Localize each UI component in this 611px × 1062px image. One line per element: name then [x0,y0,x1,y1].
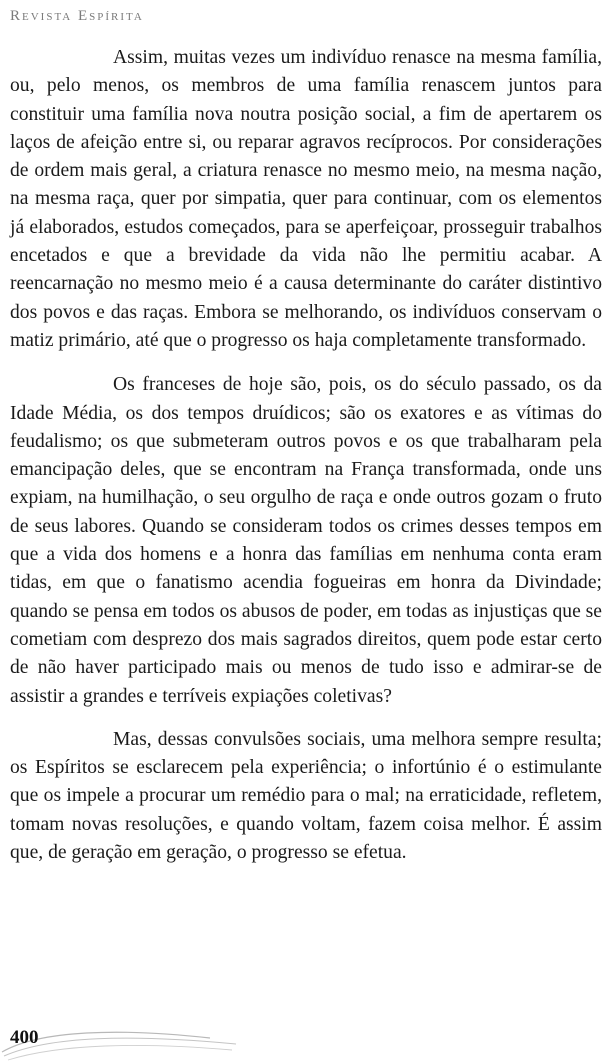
page-number: 400 [10,1027,39,1048]
paragraph-3: Mas, dessas convulsões sociais, uma melhora sempre resulta; os Espíritos se esclarecem pela experiência; o infortúnio é o estimulante que os impele a procurar um remédio para o mal; na erraticidade, refletem, tomam novas resoluções, e quando voltam, fazem coisa melhor. É assim que, de geração em geração, o progresso se efetua. [10,728,602,864]
running-header: Revista Espírita [10,8,144,24]
paragraph-2: Os franceses de hoje são, pois, os do século passado, os da Idade Média, os dos tempos druídicos; são os exatores e as vítimas do feudalismo; os que submeteram outros povos e os que trabalharam pela emancipação deles, que se encontram na França transformada, onde uns expiam, na humilhação, o seu orgulho de raça e onde outros gozam o fruto de seus labores. Quando se consideram todos os crimes desses tempos em que a vida dos homens e a honra das famílias em nenhuma conta eram tidas, em que o fanatismo acendia fogueiras em honra da Divindade; quando se pensa em todos os abusos de poder, em todas as injustiças que se cometiam com desprezo dos mais sagrados direitos, quem pode estar certo de não haver participado mais ou menos de tudo isso e admirar-se de assistir a grandes e terríveis expiações coletivas? [10,374,602,707]
paragraph-1: Assim, muitas vezes um indivíduo renasce na mesma família, ou, pelo menos, os membros de uma família renascem juntos para constituir uma família nova noutra posição social, a fim de apertarem os laços de afeição entre si, ou reparar agravos recíprocos. Por considerações de ordem mais geral, a criatura renasce no mesmo meio, na mesma nação, na mesma raça, quer por simpatia, quer para continuar, com os elementos já elaborados, estudos começados, para se aperfeiçoar, prosseguir trabalhos encetados e que a brevidade da vida não lhe permitiu acabar. A reencarnação no mesmo meio é a causa determinante do caráter distintivo dos povos e das raças. Embora se melhorando, os indivíduos conservam o matiz primário, até que o progresso os haja completamente transformado. [10,47,602,351]
body-text [10,44,602,867]
page-footer [0,1022,611,1062]
